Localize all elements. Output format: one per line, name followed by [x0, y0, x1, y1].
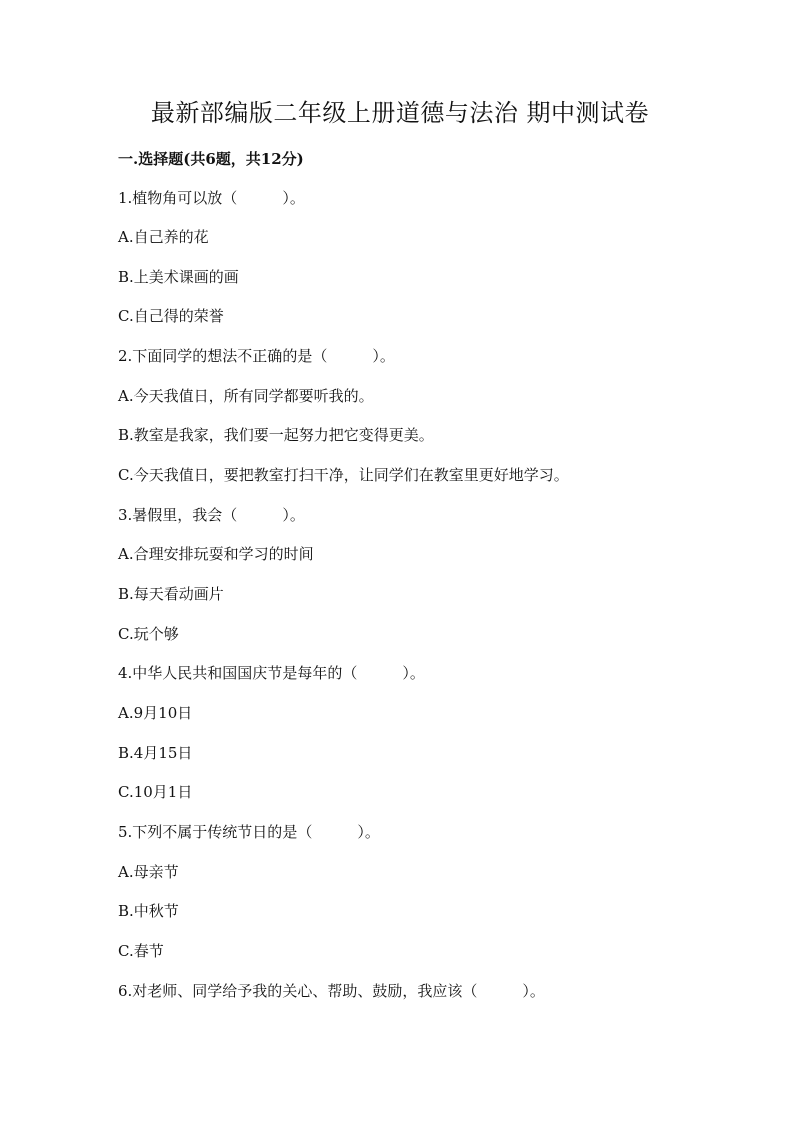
question-4-option-c: C.10月1日 — [118, 783, 193, 801]
question-5-option-c: C.春节 — [118, 942, 164, 960]
question-4-option-b: B.4月15日 — [118, 744, 193, 762]
question-1-option-c: C.自己得的荣誉 — [118, 307, 224, 325]
question-1-option-a: A.自己养的花 — [118, 228, 209, 246]
question-2-option-c: C.今天我值日，要把教室打扫干净，让同学们在教室里更好地学习。 — [118, 466, 569, 484]
question-4-option-a: A.9月10日 — [118, 704, 193, 722]
question-1: 1.植物角可以放（ ）。 — [118, 189, 305, 207]
question-5-option-a: A.母亲节 — [118, 863, 179, 881]
question-5: 5.下列不属于传统节日的是（ ）。 — [118, 823, 380, 841]
question-4: 4.中华人民共和国国庆节是每年的（ ）。 — [118, 664, 425, 682]
question-2-option-b: B.教室是我家，我们要一起努力把它变得更美。 — [118, 426, 434, 444]
question-3-option-b: B.每天看动画片 — [118, 585, 224, 603]
question-1-option-b: B.上美术课画的画 — [118, 268, 239, 286]
question-2: 2.下面同学的想法不正确的是（ ）。 — [118, 347, 395, 365]
question-3-option-a: A.合理安排玩耍和学习的时间 — [118, 545, 314, 563]
question-3: 3.暑假里，我会（ ）。 — [118, 506, 305, 524]
page-title: 最新部编版二年级上册道德与法治 期中测试卷 — [150, 99, 650, 127]
question-2-option-a: A.今天我值日，所有同学都要听我的。 — [118, 387, 374, 405]
section-header: 一.选择题(共6题，共12分) — [118, 150, 304, 168]
question-5-option-b: B.中秋节 — [118, 902, 179, 920]
question-3-option-c: C.玩个够 — [118, 625, 179, 643]
question-6: 6.对老师、同学给予我的关心、帮助、鼓励，我应该（ ）。 — [118, 982, 545, 1000]
